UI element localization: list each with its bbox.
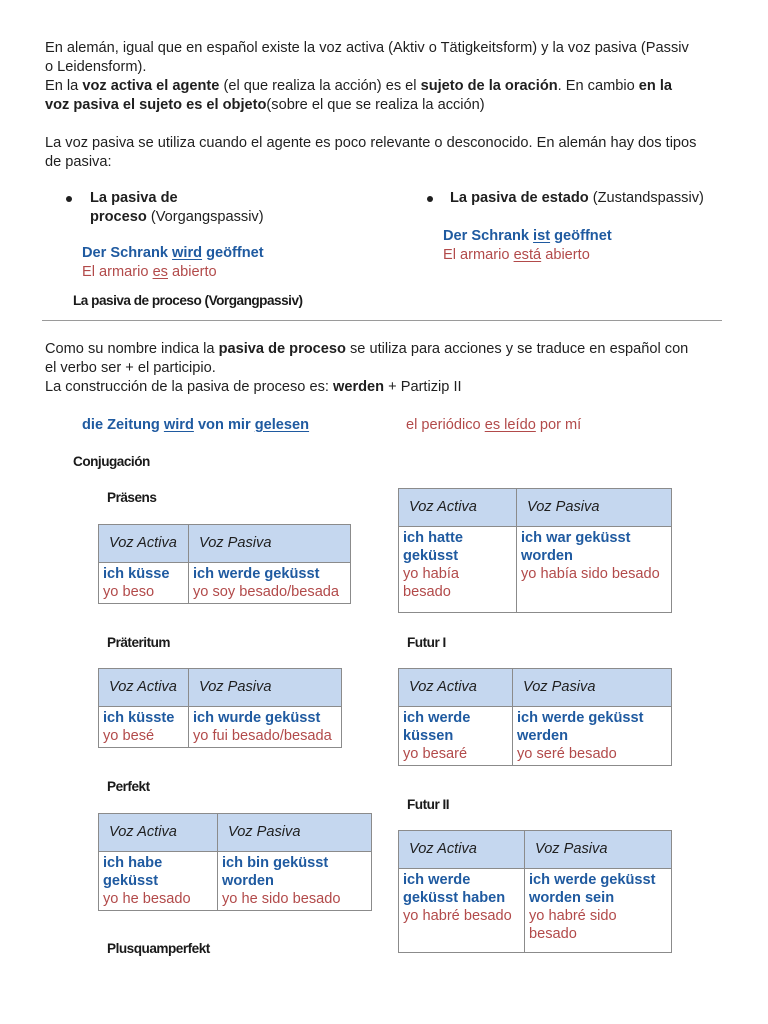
header-voz-activa: Voz Activa xyxy=(99,525,189,563)
example-german: Der Schrank wird geöffnet xyxy=(82,245,264,261)
header-voz-activa: Voz Activa xyxy=(99,669,189,707)
table-praeteritum xyxy=(98,668,342,748)
text-run: . En cambio xyxy=(557,78,639,94)
header-voz-activa: Voz Activa xyxy=(399,669,513,707)
intro-line: En alemán, igual que en español existe la voz activa (Aktiv o Tätigkeitsform) y la voz pasiva (Passiv xyxy=(45,40,689,56)
example-spanish: El armario es abierto xyxy=(82,264,217,280)
text-run: La construcción de la pasiva de proceso es: xyxy=(45,379,333,395)
table-header-row xyxy=(99,669,342,707)
cell-pasiva: ich werde geküsst werden yo seré besado xyxy=(513,707,672,766)
text-run: En la xyxy=(45,78,83,94)
header-voz-activa: Voz Activa xyxy=(99,814,218,852)
intro-paragraph-1 xyxy=(45,39,735,77)
cell-pasiva: ich werde geküsst worden sein yo habré sido besado xyxy=(525,869,672,953)
text-run: (el que realiza la acción) es el xyxy=(219,78,421,94)
table-futur2 xyxy=(398,830,672,953)
table-futur1 xyxy=(398,668,672,766)
intro-line: o Leidensform). xyxy=(45,59,147,75)
tense-heading: Präsens xyxy=(107,490,157,505)
tense-heading: Perfekt xyxy=(107,779,150,794)
intro-line: La voz pasiva se utiliza cuando el agente es poco relevante o desconocido. En alemán hay dos tipos xyxy=(45,135,697,151)
header-voz-pasiva: Voz Pasiva xyxy=(513,669,672,707)
header-voz-pasiva: Voz Pasiva xyxy=(517,489,672,527)
bold-run: proceso xyxy=(90,209,147,225)
text-run: + Partizip II xyxy=(384,379,462,395)
table-header-row xyxy=(99,814,372,852)
text-run: se utiliza para acciones y se traduce en español con xyxy=(345,341,689,357)
tense-heading: Präteritum xyxy=(107,635,170,650)
tense-heading: Futur I xyxy=(407,635,446,650)
header-voz-pasiva: Voz Pasiva xyxy=(525,831,672,869)
bold-run: La pasiva de xyxy=(90,190,178,206)
bold-run: voz pasiva el sujeto es el objeto xyxy=(45,97,267,113)
example-proceso xyxy=(82,244,264,282)
text-run: Como su nombre indica la xyxy=(45,341,219,357)
bullet-icon xyxy=(427,196,433,202)
cell-activa: ich werde geküsst haben yo habré besado xyxy=(399,869,525,953)
example-german: Der Schrank ist geöffnet xyxy=(443,228,612,244)
header-voz-activa: Voz Activa xyxy=(399,489,517,527)
cell-activa: ich hatte geküsst yo había besado xyxy=(399,527,517,613)
cell-activa: ich küsste yo besé xyxy=(99,707,189,748)
table-header-row xyxy=(399,831,672,869)
header-voz-activa: Voz Activa xyxy=(399,831,525,869)
table-header-row xyxy=(99,525,351,563)
text-run: (Vorgangspassiv) xyxy=(146,209,264,225)
example-spanish-sentence: el periódico es leído por mí xyxy=(406,417,582,433)
conjugacion-heading: Conjugación xyxy=(73,454,150,469)
section-heading: La pasiva de proceso (Vorgangpassiv) xyxy=(73,293,303,308)
bold-run: pasiva de proceso xyxy=(218,341,346,357)
table-perfekt xyxy=(98,813,372,911)
text-run: (sobre el que se realiza la acción) xyxy=(266,97,485,113)
header-voz-pasiva: Voz Pasiva xyxy=(218,814,372,852)
table-header-row xyxy=(399,669,672,707)
bold-run: La pasiva de estado xyxy=(450,190,589,206)
cell-activa: ich werde küssen yo besaré xyxy=(399,707,513,766)
bold-run: voz activa el agente xyxy=(82,78,220,94)
bold-run: en la xyxy=(638,78,673,94)
bullet-pasiva-estado xyxy=(450,189,750,208)
tense-heading: Futur II xyxy=(407,797,450,812)
cell-pasiva: ich bin geküsst worden yo he sido besado xyxy=(218,852,372,911)
cell-pasiva: ich war geküsst worden yo había sido besado xyxy=(517,527,672,613)
bullet-icon xyxy=(66,196,72,202)
example-estado xyxy=(443,227,612,265)
text-run: (Zustandspassiv) xyxy=(588,190,704,206)
table-row xyxy=(99,563,351,604)
tense-heading: Plusquamperfekt xyxy=(107,941,210,956)
intro-paragraph-2 xyxy=(45,77,735,115)
table-praesens xyxy=(98,524,351,604)
table-row xyxy=(99,852,372,911)
proceso-paragraph xyxy=(45,340,735,397)
example-german-sentence: die Zeitung wird von mir gelesen xyxy=(82,417,310,433)
cell-pasiva: ich wurde geküsst yo fui besado/besada xyxy=(189,707,342,748)
intro-paragraph-3 xyxy=(45,134,735,172)
table-row xyxy=(99,707,342,748)
table-row xyxy=(399,707,672,766)
header-voz-pasiva: Voz Pasiva xyxy=(189,669,342,707)
cell-pasiva: ich werde geküsst yo soy besado/besada xyxy=(189,563,351,604)
table-row xyxy=(399,527,672,613)
bold-run: sujeto de la oración xyxy=(420,78,558,94)
text-run: el verbo ser + el participio. xyxy=(45,360,216,376)
example-spanish: El armario está abierto xyxy=(443,247,590,263)
cell-activa: ich küsse yo beso xyxy=(99,563,189,604)
table-header-row xyxy=(399,489,672,527)
table-plusquamperfekt xyxy=(398,488,672,613)
intro-line: de pasiva: xyxy=(45,154,112,170)
header-voz-pasiva: Voz Pasiva xyxy=(189,525,351,563)
cell-activa: ich habe geküsst yo he besado xyxy=(99,852,218,911)
bold-run: werden xyxy=(333,379,385,395)
table-row xyxy=(399,869,672,953)
divider xyxy=(42,320,722,321)
bullet-pasiva-proceso xyxy=(90,189,350,227)
